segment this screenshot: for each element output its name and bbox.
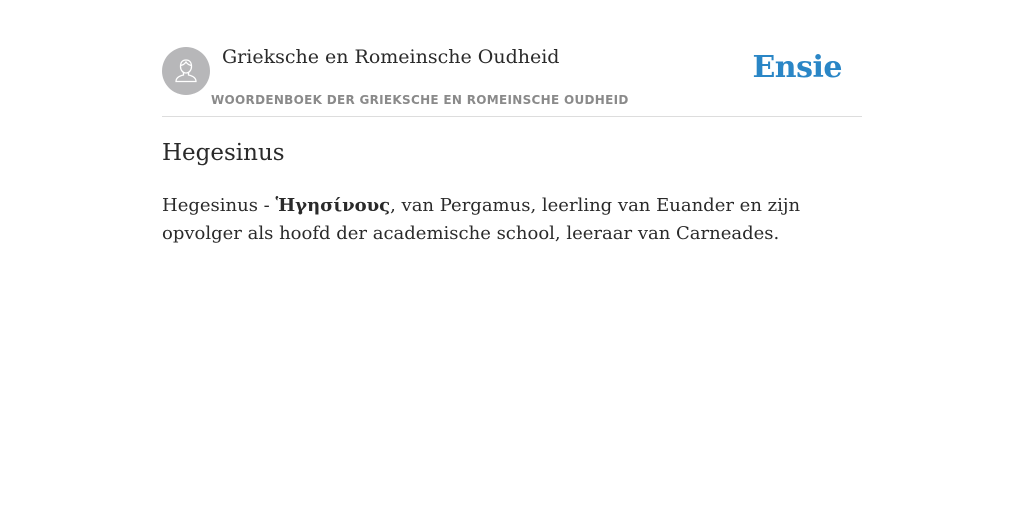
brand-logo-link[interactable]: Ensie (752, 50, 842, 85)
header (162, 0, 862, 117)
site-subtitle: WOORDENBOEK DER GRIEKSCHE EN ROMEINSCHE OUDHEID (211, 93, 629, 107)
user-icon (171, 56, 201, 86)
page-container (162, 0, 862, 244)
entry-term: Hegesinus (162, 195, 258, 216)
entry-body (162, 192, 862, 248)
entry-title: Hegesinus (162, 140, 285, 166)
site-title-link[interactable]: Grieksche en Romeinsche Oudheid (222, 46, 560, 68)
avatar[interactable] (162, 47, 210, 95)
entry-separator: - (257, 195, 276, 216)
entry-greek-term: Ἡγησίνους (275, 195, 391, 216)
entry-definition: , van Pergamus, leerling van Euander en zijn opvolger als hoofd der academische school, leeraar van Carneades. (162, 195, 801, 244)
